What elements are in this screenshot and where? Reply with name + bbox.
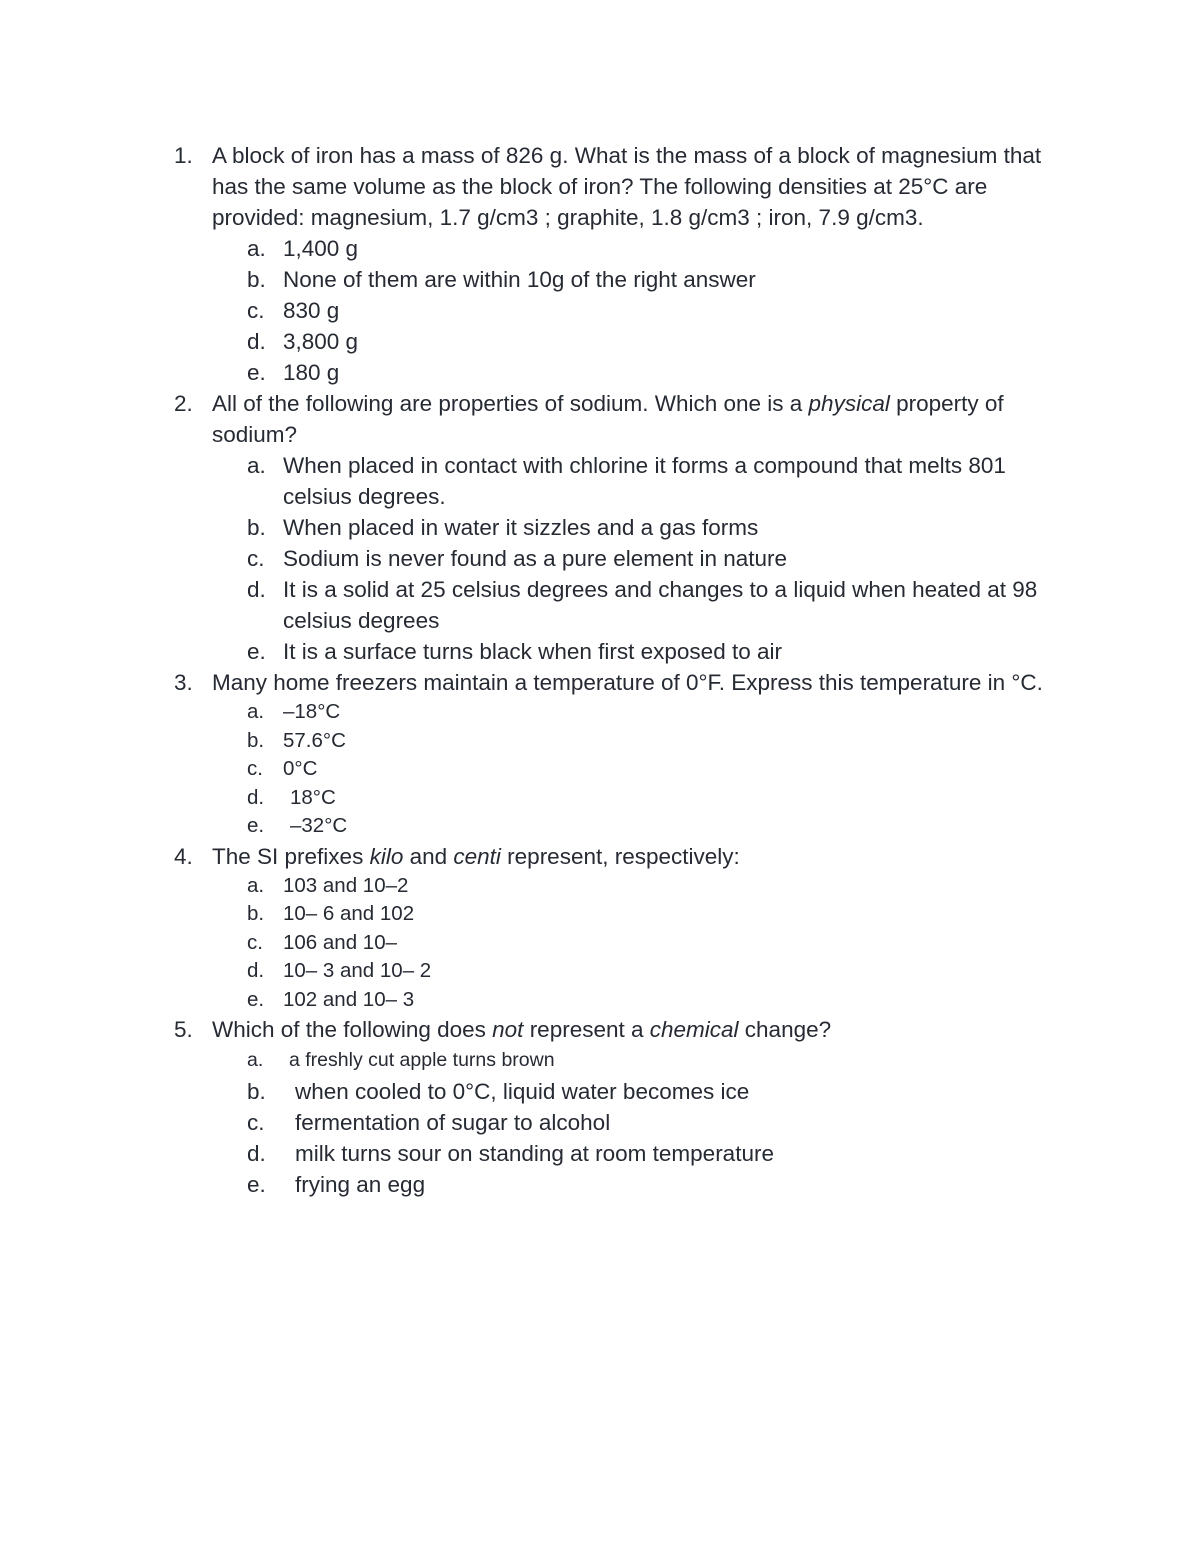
option-text: when cooled to 0°C, liquid water becomes ice bbox=[295, 1079, 750, 1104]
question-number: 5. bbox=[174, 1017, 193, 1042]
option-text: It is a solid at 25 celsius degrees and changes to a liquid when heated at 98 celsius degrees bbox=[283, 577, 1038, 633]
option-text: a freshly cut apple turns brown bbox=[289, 1049, 555, 1071]
option-letter: c. bbox=[247, 546, 265, 571]
option-letter: a. bbox=[247, 700, 265, 723]
question-text-part: represent, respectively: bbox=[500, 843, 740, 869]
emphasized-word: physical bbox=[808, 391, 890, 416]
question-text: A block of iron has a mass of 826 g. What is the mass of a block of magnesium that has the same volume as the block of iron? The following densities at 25°C are provided: magnesium, 1.7 g/cm3 ; graphite, 1.8 g/cm3 ; iron, 7.9 g/cm3. bbox=[212, 143, 1042, 230]
question-5-stem bbox=[0, 1014, 1200, 1045]
answer-option bbox=[0, 1169, 1200, 1200]
question-text-part: property of sodium? bbox=[212, 391, 1004, 447]
option-letter: b. bbox=[247, 902, 265, 925]
option-text: –18°C bbox=[283, 700, 341, 723]
option-letter: c. bbox=[247, 1110, 265, 1135]
answer-option bbox=[0, 1138, 1200, 1169]
option-letter: b. bbox=[247, 728, 265, 752]
emphasized-word: chemical bbox=[649, 1017, 739, 1042]
answer-options bbox=[0, 1045, 1200, 1200]
emphasized-word: centi bbox=[453, 843, 501, 869]
answer-option bbox=[0, 784, 1200, 813]
question-1-stem bbox=[0, 140, 1200, 233]
option-text: When placed in water it sizzles and a gas forms bbox=[283, 515, 759, 540]
answer-options bbox=[0, 233, 1200, 388]
option-text: 103 and 10–2 bbox=[283, 873, 409, 897]
option-letter: a. bbox=[247, 1049, 264, 1071]
question-1 bbox=[0, 140, 1200, 388]
answer-option bbox=[0, 872, 1200, 901]
option-letter: c. bbox=[247, 930, 263, 954]
answer-options bbox=[0, 450, 1200, 667]
answer-option bbox=[0, 1107, 1200, 1138]
option-text: –32°C bbox=[290, 814, 348, 837]
option-text: None of them are within 10g of the right answer bbox=[283, 267, 756, 292]
question-4-stem bbox=[0, 841, 1200, 872]
answer-option bbox=[0, 450, 1200, 512]
question-text-part: Which of the following does bbox=[212, 1017, 493, 1042]
option-letter: e. bbox=[247, 1172, 266, 1197]
option-letter: b. bbox=[247, 515, 266, 540]
answer-option bbox=[0, 986, 1200, 1015]
option-text: milk turns sour on standing at room temperature bbox=[295, 1141, 774, 1166]
question-text bbox=[212, 844, 740, 869]
option-letter: b. bbox=[247, 267, 266, 292]
answer-option bbox=[0, 543, 1200, 574]
quiz-list bbox=[0, 140, 1200, 1200]
question-text-part: and bbox=[403, 843, 454, 869]
option-letter: d. bbox=[247, 577, 266, 602]
option-letter: d. bbox=[247, 1141, 266, 1166]
question-2-stem bbox=[0, 388, 1200, 450]
option-text: frying an egg bbox=[295, 1172, 426, 1197]
option-letter: a. bbox=[247, 873, 265, 897]
option-text: 57.6°C bbox=[283, 728, 346, 752]
option-text: It is a surface turns black when first exposed to air bbox=[283, 639, 782, 664]
answer-option bbox=[0, 264, 1200, 295]
answer-option bbox=[0, 929, 1200, 958]
answer-option bbox=[0, 900, 1200, 929]
option-text: fermentation of sugar to alcohol bbox=[295, 1110, 611, 1135]
question-text bbox=[212, 1017, 831, 1042]
answer-option bbox=[0, 1076, 1200, 1107]
answer-option bbox=[0, 755, 1200, 784]
option-text: 3,800 g bbox=[283, 329, 359, 354]
question-text-part: All of the following are properties of sodium. Which one is a bbox=[212, 391, 809, 416]
question-number: 3. bbox=[174, 670, 193, 695]
option-text: When placed in contact with chlorine it forms a compound that melts 801 celsius degrees. bbox=[283, 453, 1006, 509]
option-text: 180 g bbox=[283, 360, 340, 385]
option-letter: e. bbox=[247, 814, 265, 837]
option-letter: d. bbox=[247, 329, 266, 354]
question-number: 4. bbox=[174, 843, 193, 869]
option-letter: b. bbox=[247, 1079, 266, 1104]
emphasized-word: kilo bbox=[369, 843, 404, 869]
answer-option bbox=[0, 812, 1200, 841]
option-text: 102 and 10– 3 bbox=[283, 987, 415, 1011]
option-text: 106 and 10– bbox=[283, 930, 398, 954]
option-text: 18°C bbox=[290, 785, 336, 809]
option-text: 830 g bbox=[283, 298, 340, 323]
answer-options bbox=[0, 872, 1200, 1015]
answer-option bbox=[0, 727, 1200, 756]
option-text: 10– 6 and 102 bbox=[283, 902, 415, 925]
option-letter: c. bbox=[247, 298, 265, 323]
question-text-part: The SI prefixes bbox=[212, 843, 370, 869]
emphasized-word: not bbox=[492, 1017, 524, 1042]
answer-option bbox=[0, 326, 1200, 357]
answer-option bbox=[0, 698, 1200, 727]
question-text bbox=[212, 391, 1004, 447]
question-number: 2. bbox=[174, 391, 193, 416]
option-letter: a. bbox=[247, 453, 266, 478]
option-text: 0°C bbox=[283, 757, 318, 780]
option-text: 10– 3 and 10– 2 bbox=[283, 959, 432, 982]
option-letter: a. bbox=[247, 236, 266, 261]
option-text: 1,400 g bbox=[283, 236, 359, 261]
answer-option bbox=[0, 957, 1200, 986]
option-letter: d. bbox=[247, 785, 265, 809]
answer-option bbox=[0, 1045, 1200, 1076]
answer-option bbox=[0, 512, 1200, 543]
question-3 bbox=[0, 667, 1200, 841]
answer-option bbox=[0, 357, 1200, 388]
answer-option bbox=[0, 636, 1200, 667]
option-letter: d. bbox=[247, 959, 265, 982]
option-letter: e. bbox=[247, 987, 265, 1011]
option-letter: e. bbox=[247, 360, 266, 385]
question-text: Many home freezers maintain a temperature of 0°F. Express this temperature in °C. bbox=[212, 670, 1043, 695]
question-number: 1. bbox=[174, 143, 193, 168]
question-5 bbox=[0, 1014, 1200, 1200]
question-2 bbox=[0, 388, 1200, 667]
answer-options bbox=[0, 698, 1200, 841]
answer-option bbox=[0, 233, 1200, 264]
option-text: Sodium is never found as a pure element in nature bbox=[283, 546, 788, 571]
answer-option bbox=[0, 574, 1200, 636]
option-letter: c. bbox=[247, 757, 263, 780]
question-text-part: represent a bbox=[523, 1017, 650, 1042]
answer-option bbox=[0, 295, 1200, 326]
question-text-part: change? bbox=[738, 1017, 832, 1042]
option-letter: e. bbox=[247, 639, 266, 664]
question-3-stem bbox=[0, 667, 1200, 698]
question-4 bbox=[0, 841, 1200, 1015]
